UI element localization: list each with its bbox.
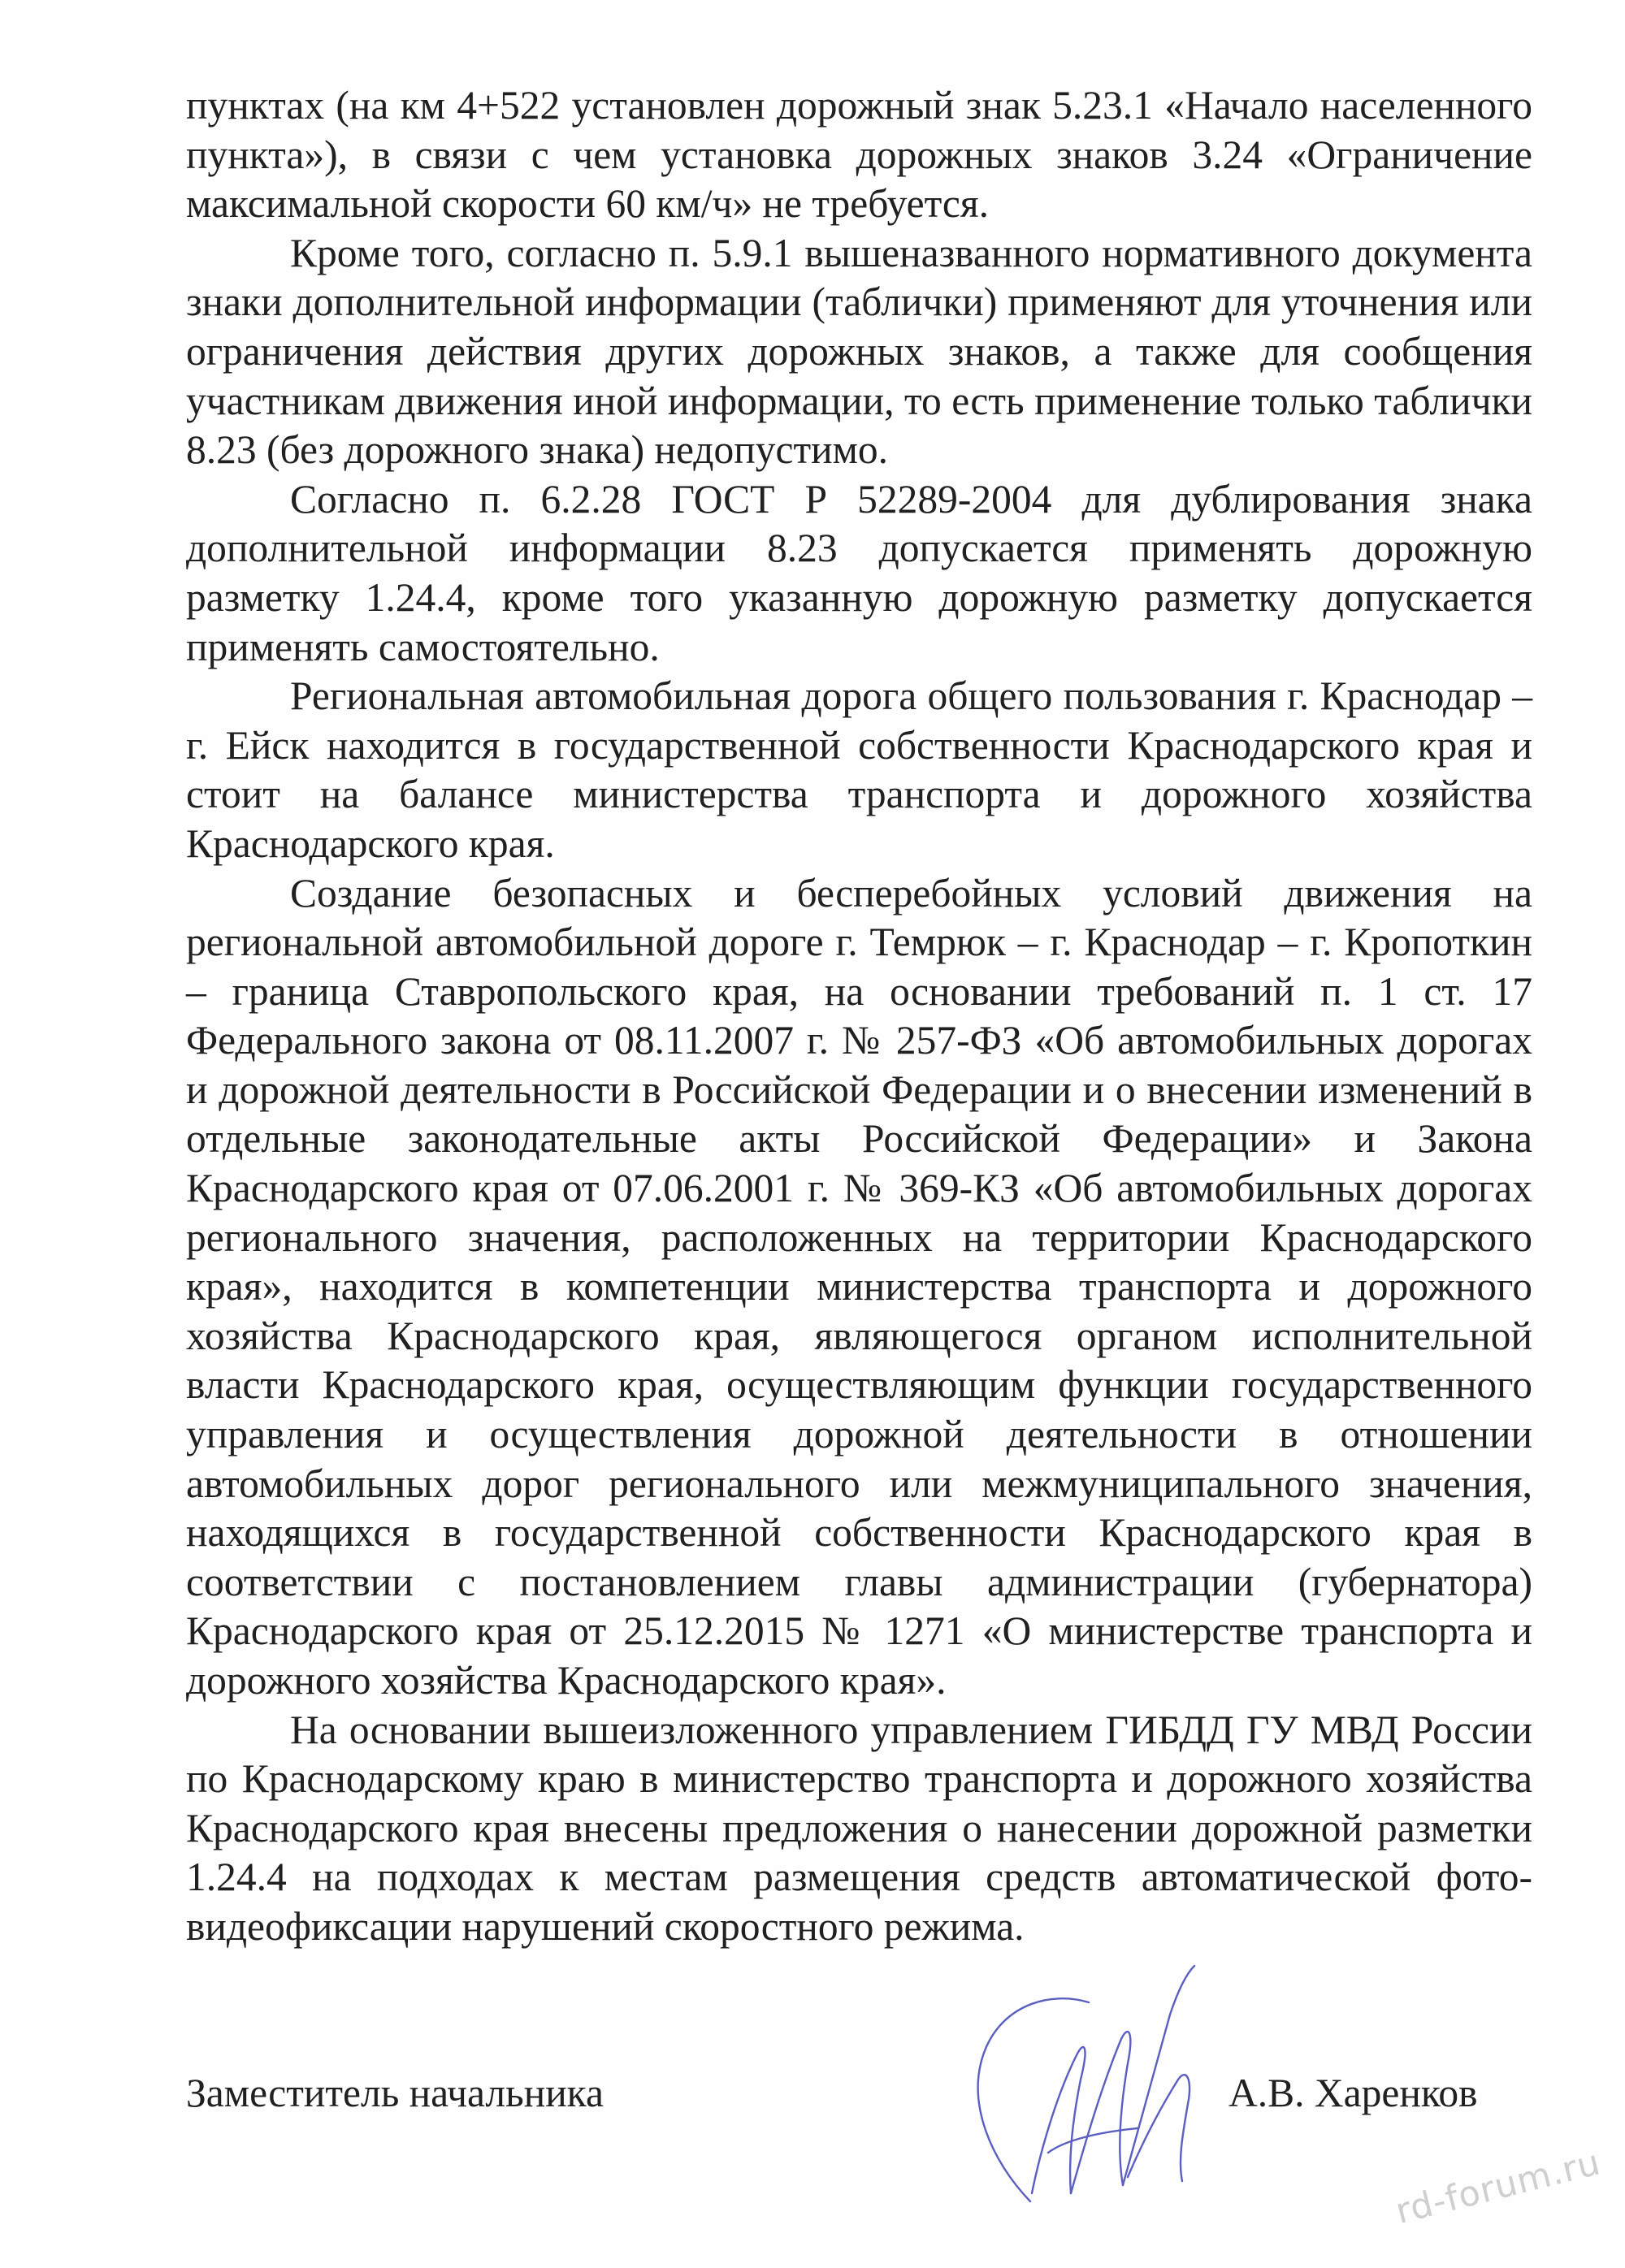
paragraph-road-ownership: Региональная автомобильная дорога общего пользования г. Краснодар – г. Ейск находится в государственной собственности Краснодарского края и стоит на балансе министерства транспорта и дорожного хозяйства Краснодарского края. [186, 673, 1532, 866]
signatory-name: А.В. Харенков [1228, 2071, 1478, 2115]
forum-watermark: rd-forum.ru [1391, 2142, 1605, 2232]
paragraph-ministry-competence: Создание безопасных и бесперебойных условий движения на региональной автомобильной дороге г. Темрюк – г. Краснодар – г. Кропоткин – граница Ставропольского края, на основании требований п. 1 ст. 17 Федерального закона от 08.11.2007 г. № 257-ФЗ «Об автомобильных дорогах и дорожной деятельности в Российской Федерации и о внесении изменений в отдельные законодательные акты Российской Федерации» и Закона Краснодарского края от 07.06.2001 г. № 369-КЗ «Об автомобильных дорогах регионального значения, расположенных на территории Краснодарского края», находится в компетенции министерства транспорта и дорожного хозяйства Краснодарского края, являющегося органом исполнительной власти Краснодарского края, осуществляющим функции государственного управления и осуществления дорожной деятельности в отношении автомобильных дорог регионального или межмуниципального значения, находящихся в государственной собственности Краснодарского края в соответствии с постановлением главы администрации (губернатора) Краснодарского края от 25.12.2015 № 1271 «О министерстве транспорта и дорожного хозяйства Краснодарского края». [186, 870, 1532, 1703]
document-body [186, 81, 1532, 1952]
handwritten-signature [934, 1958, 1243, 2218]
paragraph-proposals: На основании вышеизложенного управлением ГИБДД ГУ МВД России по Краснодарскому краю в министерство транспорта и дорожного хозяйства Краснодарского края внесены предложения о нанесении дорожной разметки 1.24.4 на подходах к местам размещения средств автоматической фото-видеофиксации нарушений скоростного режима. [186, 1707, 1532, 1949]
paragraph-info-plates: Кроме того, согласно п. 5.9.1 вышеназванного нормативного документа знаки дополнительной информации (таблички) применяют для уточнения или ограничения действия других дорожных знаков, а также для сообщения участникам движения иной информации, то есть применение только таблички 8.23 (без дорожного знака) недопустимо. [186, 230, 1532, 473]
paragraph-road-marking: Согласно п. 6.2.28 ГОСТ Р 52289-2004 для дублирования знака дополнительной информации 8.23 допускается применять дорожную разметку 1.24.4, кроме того указанную дорожную разметку допускается применять самостоятельно. [186, 476, 1532, 669]
paragraph-speed-sign: пунктах (на км 4+522 установлен дорожный знак 5.23.1 «Начало населенного пункта»), в связи с чем установка дорожных знаков 3.24 «Ограничение максимальной скорости 60 км/ч» не требуется. [186, 83, 1532, 227]
signatory-position: Заместитель начальника [186, 2071, 604, 2115]
